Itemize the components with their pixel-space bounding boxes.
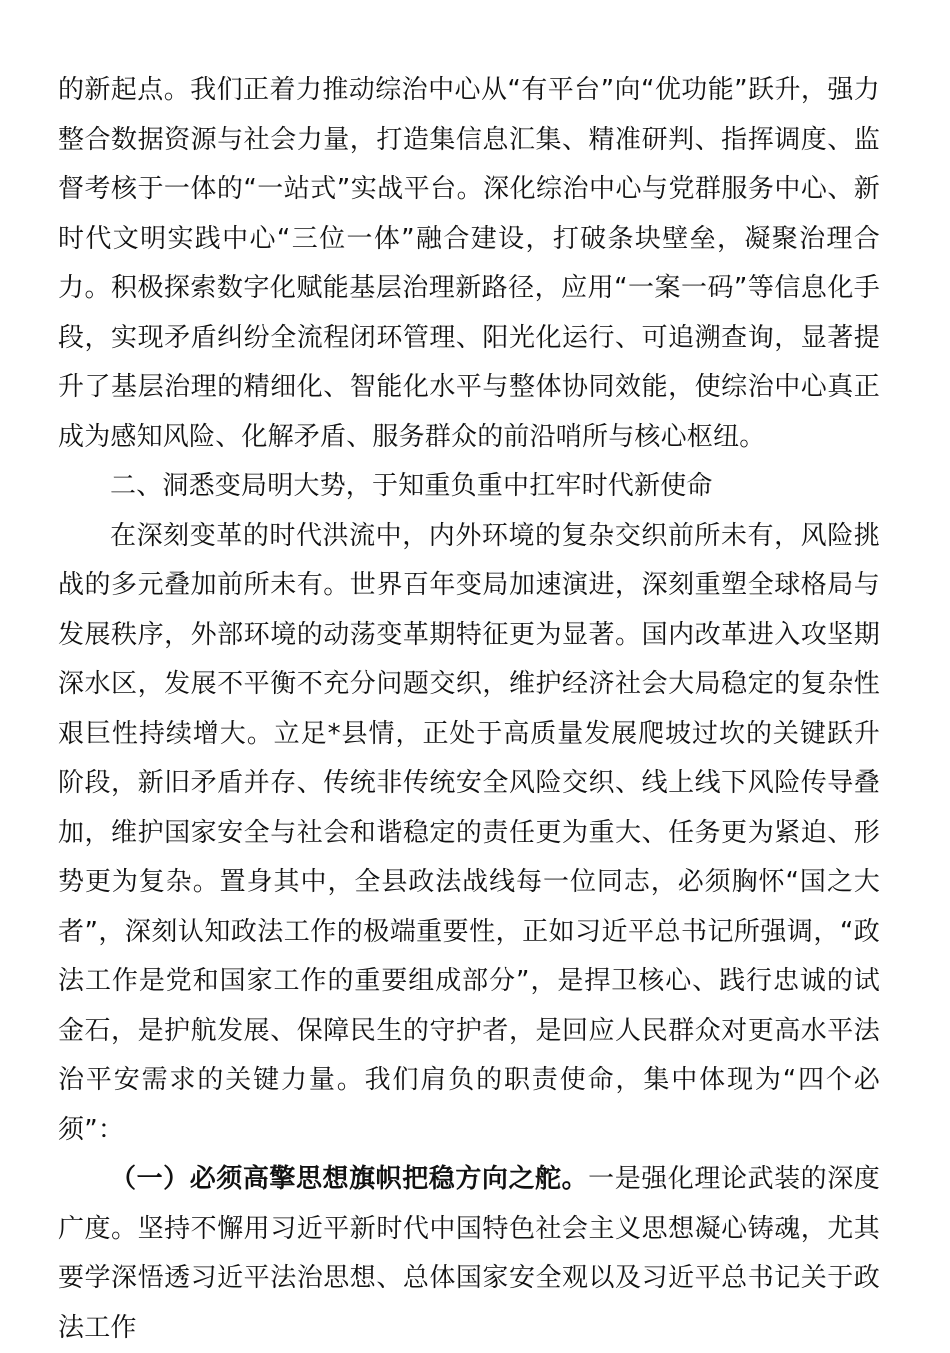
subsection-text: 一是强化理论武装的深度广度。坚持不懈用习近平新时代中国特色社会主义思想凝心铸魂，尤其要学深悟透习近平法治思想、总体国家安全观以及习近平总书记关于政法工作 [58, 1164, 880, 1343]
paragraph-body: 在深刻变革的时代洪流中，内外环境的复杂交织前所未有，风险挑战的多元叠加前所未有。世界百年变局加速演进，深刻重塑全球格局与发展秩序，外部环境的动荡变革期特征更为显著。国内改革进入攻坚期深水区，发展不平衡不充分问题交织，维护经济社会大局稳定的复杂性艰巨性持续增大。立足*县情，正处于高质量发展爬坡过坎的关键跃升阶段，新旧矛盾并存、传统非传统安全风险交织、线上线下风险传导叠加，维护国家安全与社会和谐稳定的责任更为重大、任务更为紧迫、形势更为复杂。置身其中，全县政法战线每一位同志，必须胸怀“国之大者”，深刻认知政法工作的极端重要性，正如习近平总书记所强调，“政法工作是党和国家工作的重要组成部分”，是捍卫核心、践行忠诚的试金石，是护航发展、保障民生的守护者，是回应人民群众对更高水平法治平安需求的关键力量。我们肩负的职责使命，集中体现为“四个必须”： [58, 520, 880, 1145]
section-heading: 二、洞悉变局明大势，于知重负重中扛牢时代新使命 [110, 471, 713, 501]
subsection-paragraph [58, 1155, 880, 1353]
subsection-heading: （一）必须高擎思想旗帜把稳方向之舵。 [110, 1164, 589, 1194]
paragraph-continuation: 的新起点。我们正着力推动综治中心从“有平台”向“优功能”跃升，强力整合数据资源与社会力量，打造集信息汇集、精准研判、指挥调度、监督考核于一体的“一站式”实战平台。深化综治中心与党群服务中心、新时代文明实践中心“三位一体”融合建设，打破条块壁垒，凝聚治理合力。积极探索数字化赋能基层治理新路径，应用“一案一码”等信息化手段，实现矛盾纠纷全流程闭环管理、阳光化运行、可追溯查询，显著提升了基层治理的精细化、智能化水平与整体协同效能，使综治中心真正成为感知风险、化解矛盾、服务群众的前沿哨所与核心枢纽。 [58, 75, 880, 452]
document-body [58, 66, 880, 1353]
